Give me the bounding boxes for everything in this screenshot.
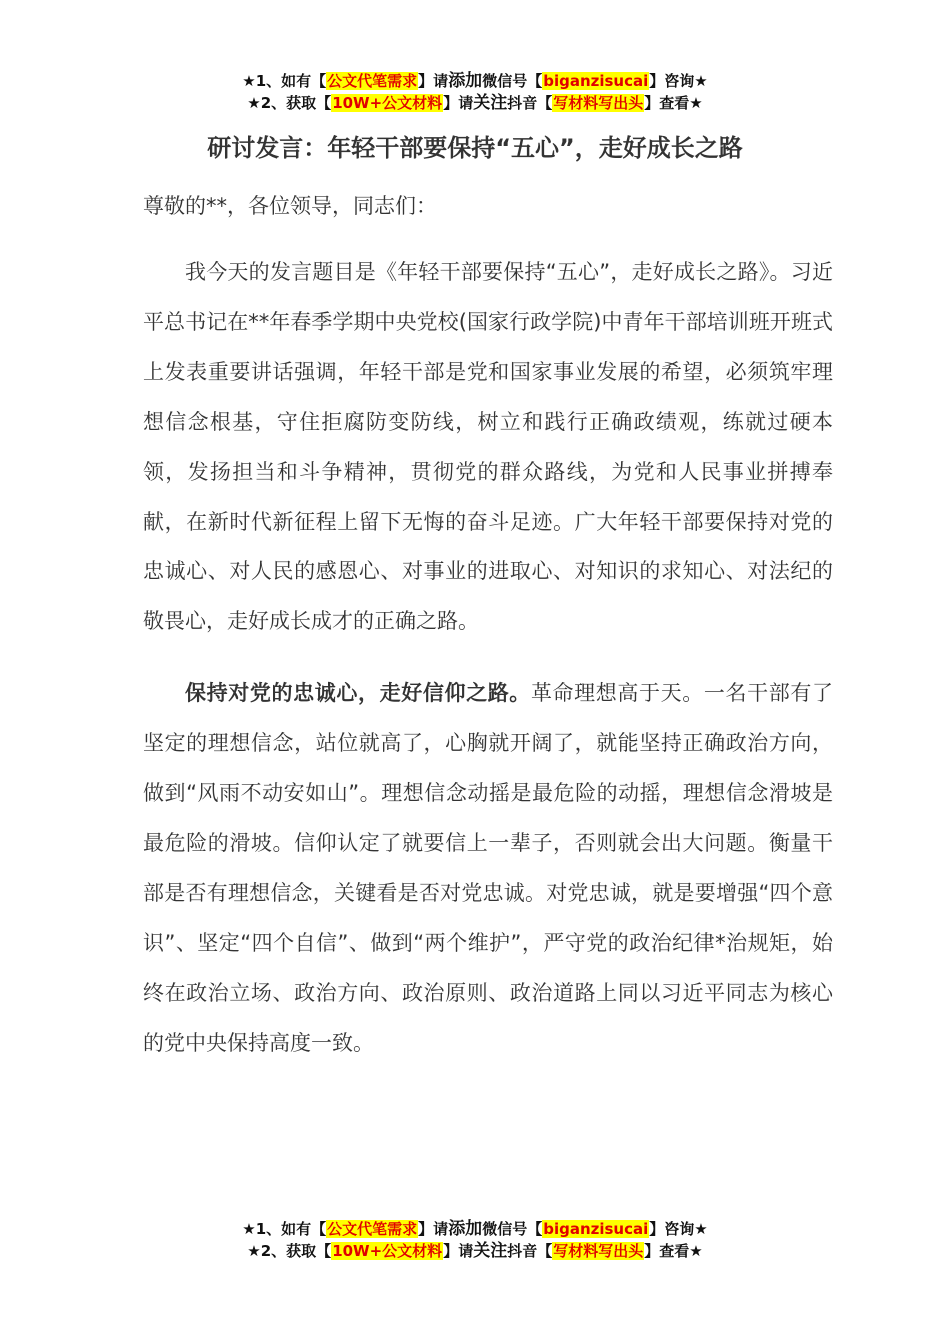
paragraph-intro: 我今天的发言题目是《年轻干部要保持“五心”，走好成长之路》。习近平总书记在**年春季学期中央党校(国家行政学院)中青年干部培训班开班式上发表重要讲话强调，年轻干部是党和国家事业发展的希望，必须筑牢理想信念根基，守住拒腐防变防线，树立和践行正确政绩观，练就过硬本领，发扬担当和斗争精神，贯彻党的群众路线，为党和人民事业拼搏奉献，在新时代新征程上留下无悔的奋斗足迹。广大年轻干部要保持对党的忠诚心、对人民的感恩心、对事业的进取心、对知识的求知心、对法纪的敬畏心，走好成长成才的正确之路。 (143, 260, 833, 634)
promo-highlight: 公文代笔需求 (327, 1220, 418, 1238)
promo-banner-bottom (0, 1218, 950, 1262)
promo-text: ★2、获取【 (247, 94, 332, 112)
promo-text: 抖音【 (507, 94, 553, 112)
promo-text: 】查看★ (644, 94, 703, 112)
promo-douyin-id: 写材料写出头 (553, 1242, 644, 1260)
promo-emphasis: 关注 (473, 1241, 508, 1261)
promo-text: 抖音【 (507, 1242, 553, 1260)
promo-highlight: 公文代笔需求 (327, 72, 418, 90)
promo-line-2 (0, 92, 950, 114)
promo-line-2 (0, 1240, 950, 1262)
promo-wechat-id: biganzisucai (543, 72, 649, 90)
promo-banner-top (0, 70, 950, 114)
promo-highlight: 10W+公文材料 (332, 94, 443, 112)
promo-text: 】咨询★ (649, 72, 708, 90)
paragraph-text: 革命理想高于天。一名干部有了坚定的理想信念，站位就高了，心胸就开阔了，就能坚持正确政治方向，做到“风雨不动安如山”。理想信念动摇是最危险的动摇，理想信念滑坡是最危险的滑坡。信仰认定了就要信上一辈子，否则就会出大问题。衡量干部是否有理想信念，关键看是否对党忠诚。对党忠诚，就是要增强“四个意识”、坚定“四个自信”、做到“两个维护”，严守党的政治纪律*治规矩，始终在政治立场、政治方向、政治原则、政治道路上同以习近平同志为核心的党中央保持高度一致。 (143, 681, 834, 1055)
paragraph-loyalty (143, 669, 833, 1068)
promo-text: ★2、获取【 (247, 1242, 332, 1260)
promo-text: 】请 (443, 94, 474, 112)
paragraph-heading: 保持对党的忠诚心，走好信仰之路。 (185, 681, 531, 706)
promo-emphasis: 添加 (448, 71, 483, 91)
promo-text: 】咨询★ (649, 1220, 708, 1238)
promo-emphasis: 添加 (448, 1219, 483, 1239)
promo-wechat-id: biganzisucai (543, 1220, 649, 1238)
promo-douyin-id: 写材料写出头 (553, 94, 644, 112)
document-body (143, 186, 833, 1091)
greeting: 尊敬的**，各位领导，同志们： (143, 194, 437, 218)
promo-line-1 (0, 1218, 950, 1240)
promo-text: 】请 (443, 1242, 474, 1260)
promo-highlight: 10W+公文材料 (332, 1242, 443, 1260)
promo-text: 】查看★ (644, 1242, 703, 1260)
promo-text: 微信号【 (482, 1220, 543, 1238)
document-title: 研讨发言：年轻干部要保持“五心”，走好成长之路 (207, 134, 743, 162)
promo-text: 微信号【 (482, 72, 543, 90)
promo-text: 】请 (418, 72, 449, 90)
promo-emphasis: 关注 (473, 93, 508, 113)
promo-text: ★1、如有【 (242, 1220, 327, 1238)
promo-text: 】请 (418, 1220, 449, 1238)
promo-text: ★1、如有【 (242, 72, 327, 90)
promo-line-1 (0, 70, 950, 92)
